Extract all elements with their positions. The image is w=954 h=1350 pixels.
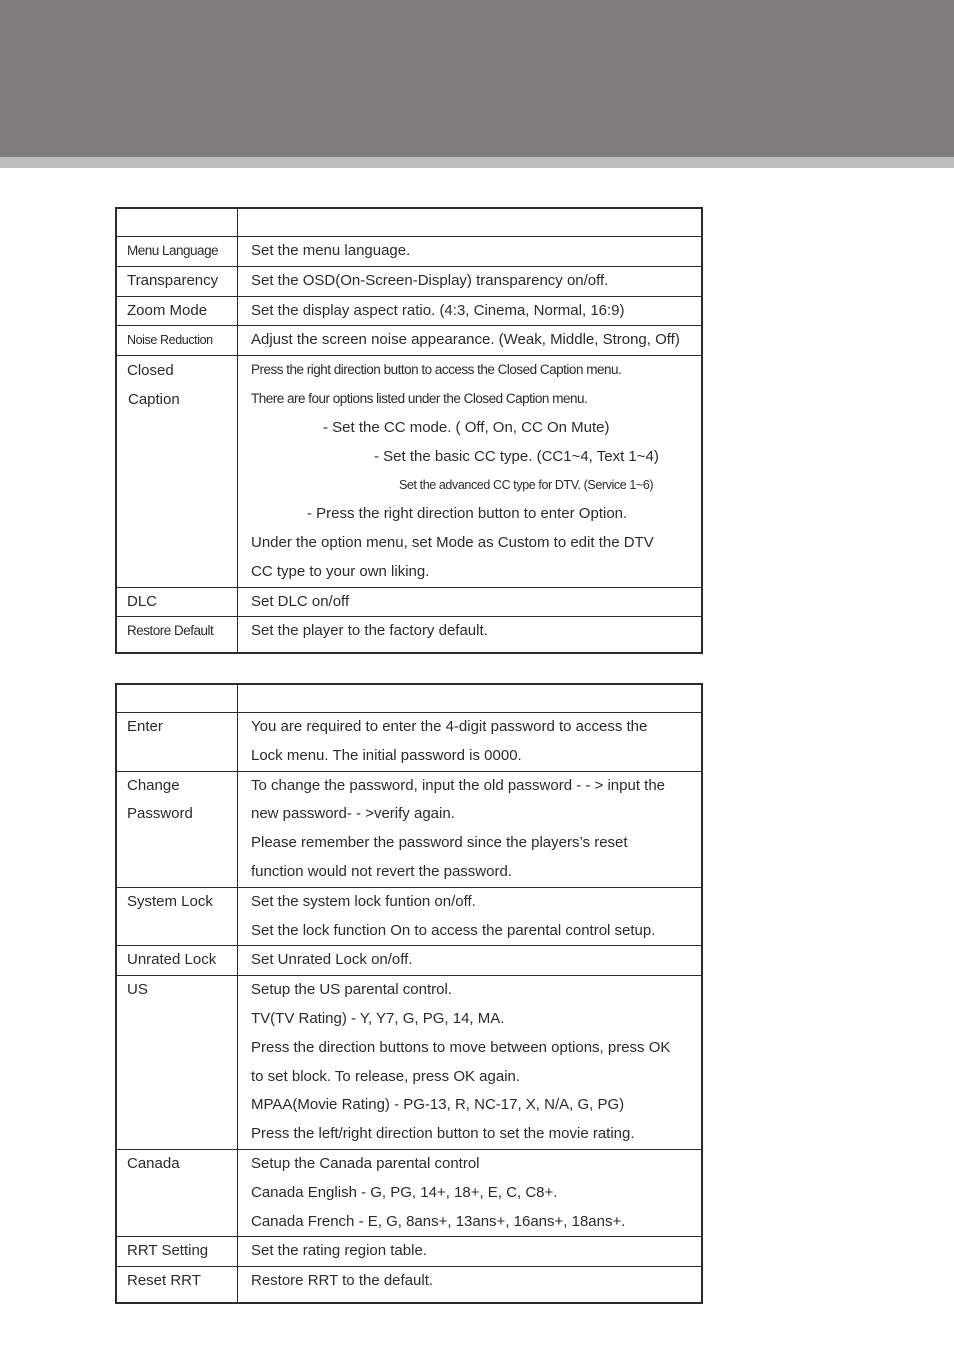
description-line: Set the OSD(On-Screen-Display) transparency on/off. [251, 271, 609, 289]
description-line: Set DLC on/off [251, 592, 350, 610]
row-label [116, 771, 238, 887]
description-line: Adjust the screen noise appearance. (Weak, Middle, Strong, Off) [251, 331, 680, 349]
row-description [238, 237, 703, 267]
description-line: - Press the right direction button to enter Option. [307, 505, 628, 523]
row-description [238, 713, 703, 772]
description-line: - Set the basic CC type. (CC1~4, Text 1~4) [374, 447, 659, 465]
description-line: Setup the Canada parental control [251, 1154, 480, 1172]
row-label [116, 356, 238, 587]
row-label: Zoom Mode [116, 296, 238, 326]
table-row [116, 326, 702, 356]
row-label: Transparency [116, 266, 238, 296]
row-label: Unrated Lock [116, 946, 238, 976]
description-line: to set block. To release, press OK again. [251, 1067, 521, 1085]
description-line: MPAA(Movie Rating) - PG-13, R, NC-17, X, N/A, G, PG) [251, 1096, 625, 1114]
row-label-line: Closed [127, 362, 174, 380]
header-cell-option [116, 684, 238, 713]
description-line: Set the player to the factory default. [251, 622, 488, 640]
row-label-line: Password [127, 805, 193, 823]
row-description [238, 356, 703, 587]
row-label: Canada [116, 1149, 238, 1236]
row-label: RRT Setting [116, 1237, 238, 1267]
row-description [238, 326, 703, 356]
description-line: Set the display aspect ratio. (4:3, Cinema, Normal, 16:9) [251, 301, 625, 319]
row-label: Menu Language [116, 237, 238, 267]
description-line: Set the advanced CC type for DTV. (Service 1~6) [399, 478, 654, 493]
description-line: Restore RRT to the default. [251, 1272, 434, 1290]
description-line: You are required to enter the 4-digit password to access the [251, 718, 648, 735]
table-header-row [116, 684, 702, 713]
table-row [116, 356, 702, 587]
row-label: US [116, 976, 238, 1150]
description-line: To change the password, input the old password - - > input the [251, 776, 666, 794]
table-row [116, 1149, 702, 1236]
header-band [0, 0, 954, 157]
row-label: Noise Reduction [116, 326, 238, 356]
description-line: Canada French - E, G, 8ans+, 13ans+, 16ans+, 18ans+. [251, 1212, 626, 1230]
table-row [116, 946, 702, 976]
row-label: DLC [116, 587, 238, 617]
table-row [116, 266, 702, 296]
row-label-line: Change [127, 776, 180, 794]
table-row [116, 237, 702, 267]
description-line: Set Unrated Lock on/off. [251, 951, 413, 969]
header-stripe [0, 157, 954, 168]
row-label: Enter [116, 713, 238, 772]
table-row [116, 1237, 702, 1267]
row-description [238, 976, 703, 1150]
header-cell-option [116, 208, 238, 237]
row-description [238, 887, 703, 946]
row-description [238, 771, 703, 887]
row-description [238, 296, 703, 326]
table-row [116, 296, 702, 326]
description-line: Setup the US parental control. [251, 981, 452, 999]
table-row [116, 617, 702, 653]
table-header-row [116, 208, 702, 237]
description-line: There are four options listed under the Closed Caption menu. [251, 390, 588, 406]
row-description [238, 946, 703, 976]
row-description [238, 617, 703, 653]
description-line: Press the right direction button to access the Closed Caption menu. [251, 362, 622, 378]
row-description [238, 1149, 703, 1236]
table-row [116, 587, 702, 617]
description-line: Canada English - G, PG, 14+, 18+, E, C, C8+. [251, 1183, 558, 1201]
description-line: Set the rating region table. [251, 1242, 427, 1260]
header-cell-description [238, 684, 703, 713]
description-line: Set the lock function On to access the parental control setup. [251, 921, 656, 939]
description-line: - Set the CC mode. ( Off, On, CC On Mute) [323, 418, 610, 436]
table-row [116, 976, 702, 1150]
table-row [116, 771, 702, 887]
header-cell-description [238, 208, 703, 237]
description-line: function would not revert the password. [251, 862, 512, 880]
row-description [238, 1237, 703, 1267]
description-line: Set the system lock funtion on/off. [251, 892, 476, 910]
description-line: Lock menu. The initial password is 0000. [251, 746, 522, 764]
lock-options-table [115, 683, 703, 1304]
row-label: System Lock [116, 887, 238, 946]
row-label-line: Caption [128, 391, 180, 409]
description-line: Press the left/right direction button to set the movie rating. [251, 1125, 635, 1143]
description-line: Under the option menu, set Mode as Custom to edit the DTV [251, 533, 654, 551]
row-description [238, 1267, 703, 1303]
row-label: Reset RRT [116, 1267, 238, 1303]
row-description [238, 587, 703, 617]
description-line: CC type to your own liking. [251, 562, 430, 580]
table-row [116, 887, 702, 946]
description-line: Please remember the password since the players’s reset [251, 834, 628, 852]
description-line: Press the direction buttons to move between options, press OK [251, 1038, 671, 1056]
description-line: Set the menu language. [251, 242, 411, 259]
row-label: Restore Default [116, 617, 238, 653]
setup-options-table [115, 207, 703, 654]
table-row [116, 713, 702, 772]
description-line: new password- - >verify again. [251, 805, 455, 823]
description-line: TV(TV Rating) - Y, Y7, G, PG, 14, MA. [251, 1009, 505, 1027]
table-row [116, 1267, 702, 1303]
row-description [238, 266, 703, 296]
